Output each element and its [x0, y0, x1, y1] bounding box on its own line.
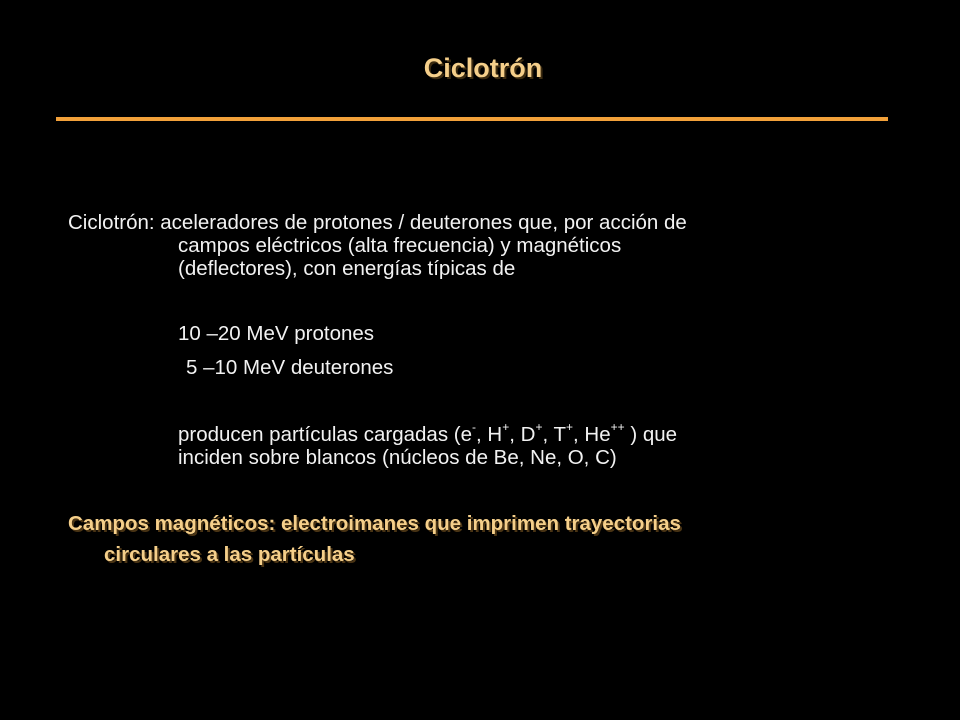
proton-charge: +: [502, 420, 510, 435]
triton-charge: +: [566, 420, 574, 435]
paragraph3-line2: circulares a las partículas: [104, 543, 355, 566]
paragraph2-sep2: , D: [509, 423, 536, 446]
paragraph2-line1: [178, 420, 678, 447]
paragraph2-text-end: ) que: [624, 423, 678, 446]
energy-deuterons: 5 –10 MeV deuterones: [186, 356, 394, 379]
paragraph1-line3: (deflectores), con energías típicas de: [178, 257, 516, 280]
paragraph1-line1: Ciclotrón: aceleradores de protones / deuterones que, por acción de: [68, 211, 687, 234]
paragraph3-line1: Campos magnéticos: electroimanes que imprimen trayectorias: [68, 512, 681, 535]
electron-charge: -: [472, 420, 477, 435]
title-divider: [56, 117, 888, 121]
energy-protons: 10 –20 MeV protones: [178, 322, 375, 345]
helium-charge: ++: [610, 420, 625, 435]
paragraph2-text-start: producen partículas cargadas (e: [178, 423, 473, 446]
paragraph2-line2: inciden sobre blancos (núcleos de Be, Ne, O, C): [178, 446, 617, 469]
paragraph2-sep1: , H: [476, 423, 503, 446]
paragraph2-sep4: , He: [573, 423, 611, 446]
slide-title: Ciclotrón: [423, 53, 543, 83]
paragraph2-sep3: , T: [542, 423, 566, 446]
deuteron-charge: +: [535, 420, 543, 435]
paragraph1-line2: campos eléctricos (alta frecuencia) y magnéticos: [178, 234, 622, 257]
